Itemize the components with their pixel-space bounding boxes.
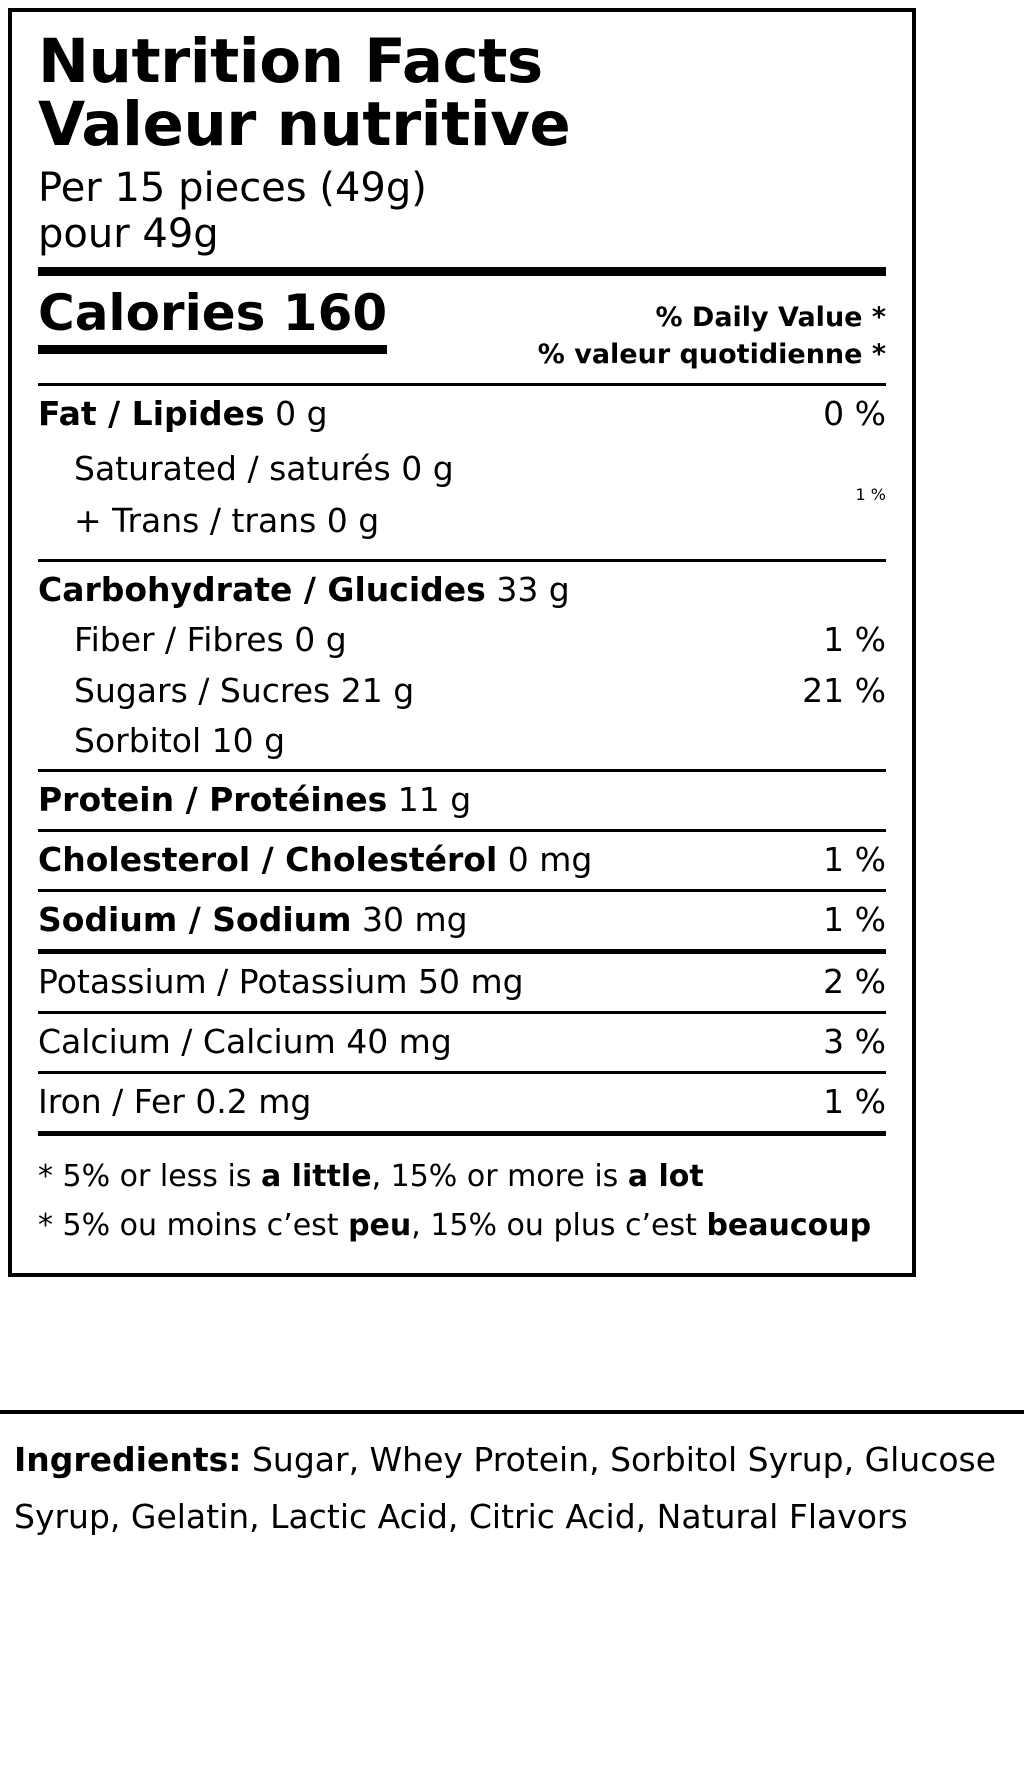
row-fat-dv: 0 % xyxy=(823,394,886,434)
row-potassium-label: Potassium / Potassium 50 mg xyxy=(38,961,524,1001)
ingredients-heading: Ingredients: xyxy=(14,1440,242,1479)
row-fiber-dv: 1 % xyxy=(823,619,886,659)
calories-label: Calories 160 xyxy=(38,286,387,354)
row-cholesterol-dv: 1 % xyxy=(823,840,886,880)
row-sorbitol-amount: 10 g xyxy=(211,721,286,761)
row-carbohydrate-label xyxy=(38,569,570,612)
row-fat-label xyxy=(38,393,328,436)
saturated-trans-labels xyxy=(38,443,454,547)
divider-after-serving xyxy=(38,267,886,276)
footnote-french xyxy=(38,1201,886,1251)
row-potassium xyxy=(38,954,886,1011)
row-fiber-name: Fiber / Fibres xyxy=(74,619,284,659)
footnote-english-emphasis2: a lot xyxy=(627,1158,704,1194)
row-sodium-label xyxy=(38,899,468,942)
footnote-english-part1: * 5% or less is xyxy=(38,1158,261,1194)
footnote-french-part2: , 15% ou plus c’est xyxy=(411,1208,707,1244)
row-carbohydrate-amount: 33 g xyxy=(496,569,570,609)
ingredients-text xyxy=(14,1432,1010,1546)
row-sorbitol-label xyxy=(74,720,285,763)
row-sugars-name: Sugars / Sucres xyxy=(74,670,331,710)
row-cholesterol-label xyxy=(38,839,592,882)
row-sorbitol-name: Sorbitol xyxy=(74,721,202,761)
row-fat-name: Fat / Lipides xyxy=(38,394,265,434)
row-sugars xyxy=(38,666,886,717)
row-iron-dv: 1 % xyxy=(823,1081,886,1121)
row-fat-amount: 0 g xyxy=(275,394,328,434)
footnote-french-emphasis1: peu xyxy=(348,1208,412,1244)
panel-title-english: Nutrition Facts xyxy=(38,26,543,97)
footnote-english-part2: , 15% or more is xyxy=(371,1158,628,1194)
footnote-english xyxy=(38,1152,886,1202)
row-carbohydrate xyxy=(38,562,886,619)
row-fiber-amount: 0 g xyxy=(294,619,347,659)
row-carbohydrate-name: Carbohydrate / Glucides xyxy=(38,569,486,609)
row-calcium xyxy=(38,1014,886,1071)
row-sugars-label xyxy=(74,670,414,713)
row-sodium xyxy=(38,892,886,949)
row-fiber-label xyxy=(74,619,347,662)
row-saturated xyxy=(74,443,454,495)
row-saturated-name: Saturated / saturés xyxy=(74,449,391,489)
footnotes xyxy=(38,1136,886,1251)
calories-row xyxy=(38,276,886,373)
row-protein-label xyxy=(38,779,471,822)
row-calcium-dv: 3 % xyxy=(823,1021,886,1061)
daily-value-header xyxy=(538,286,886,373)
daily-value-header-french: % valeur quotidienne * xyxy=(537,338,886,370)
row-trans-name: + Trans / trans xyxy=(74,500,317,540)
row-cholesterol xyxy=(38,832,886,889)
row-cholesterol-amount: 0 mg xyxy=(507,840,593,880)
panel-title-french: Valeur nutritive xyxy=(38,89,571,161)
row-sodium-amount: 30 mg xyxy=(362,900,468,940)
row-trans xyxy=(74,495,454,547)
serving-size-french: pour 49g xyxy=(38,210,219,257)
row-protein-name: Protein / Protéines xyxy=(38,780,388,820)
row-sugars-dv: 21 % xyxy=(802,670,886,710)
row-saturated-amount: 0 g xyxy=(401,449,454,489)
row-fiber xyxy=(38,619,886,666)
row-protein xyxy=(38,772,886,829)
nutrition-facts-panel xyxy=(8,8,916,1277)
ingredients-list: Sugar, Whey Protein, Sorbitol Syrup, Glucose Syrup, Gelatin, Lactic Acid, Citric Acid, Natural Flavors xyxy=(14,1440,997,1536)
row-protein-amount: 11 g xyxy=(397,780,472,820)
footnote-french-emphasis2: beaucoup xyxy=(706,1208,872,1244)
row-sugars-amount: 21 g xyxy=(340,670,415,710)
row-calcium-label: Calcium / Calcium 40 mg xyxy=(38,1021,452,1061)
row-fat xyxy=(38,386,886,443)
row-potassium-dv: 2 % xyxy=(823,961,886,1001)
row-iron-label: Iron / Fer 0.2 mg xyxy=(38,1081,312,1121)
footnote-english-emphasis1: a little xyxy=(260,1158,372,1194)
serving-size-english: Per 15 pieces (49g) xyxy=(38,165,427,212)
row-saturated-trans-group xyxy=(38,443,886,547)
row-sorbitol xyxy=(38,716,886,769)
row-saturated-trans-dv: 1 % xyxy=(855,485,886,505)
ingredients-section xyxy=(0,1410,1024,1546)
footnote-french-part1: * 5% ou moins c’est xyxy=(38,1208,349,1244)
row-iron xyxy=(38,1074,886,1131)
row-sodium-dv: 1 % xyxy=(823,900,886,940)
row-cholesterol-name: Cholesterol / Cholestérol xyxy=(38,840,498,880)
daily-value-header-english: % Daily Value * xyxy=(655,302,886,334)
row-trans-amount: 0 g xyxy=(326,500,380,540)
row-sodium-name: Sodium / Sodium xyxy=(38,900,352,940)
